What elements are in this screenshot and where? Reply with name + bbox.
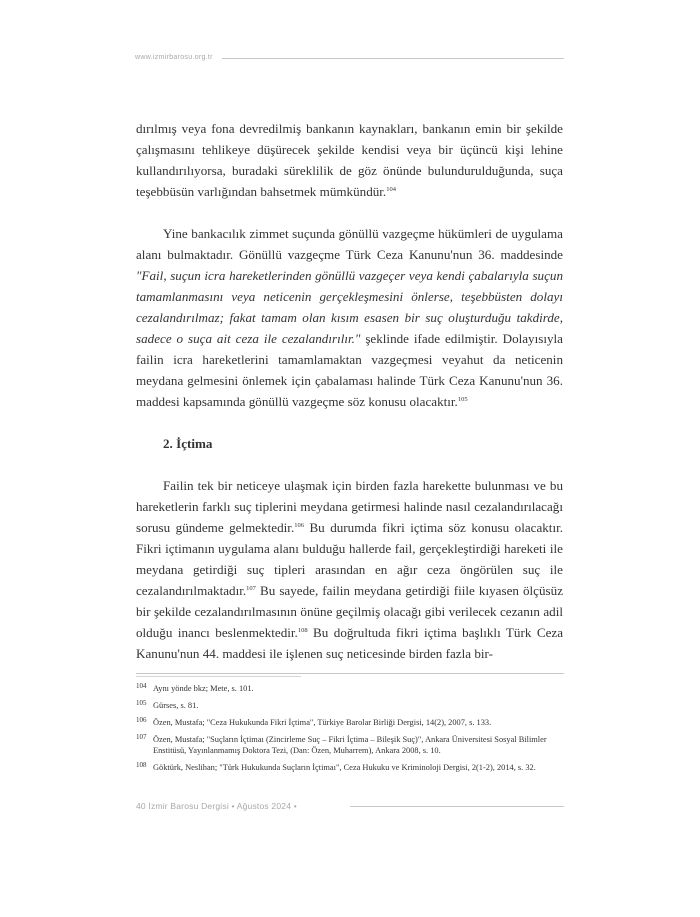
footnote-divider: [136, 673, 564, 674]
paragraph-2-text-a: Yine bankacılık zimmet suçunda gönüllü vazgeçme hükümleri de uygulama alanı bulmaktadır. Gönüllü vazgeçme Türk Ceza Kanunu'nun 36. maddesinde: [136, 226, 563, 262]
page-footer: 40 İzmir Barosu Dergisi • Ağustos 2024 •: [136, 801, 297, 811]
footnote-text: Özen, Mustafa; "Suçların İçtimaı (Zincirleme Suç – Fikri İçtima – Bileşik Suç)", Ankara Üniversitesi Sosyal Bilimler Enstitüsü, Yayınlanmamış Doktora Tezi, (Dan: Özen, Muharrem), Ankara 2008, s. 10.: [153, 735, 547, 755]
footnote-ref-108: 108: [297, 627, 308, 634]
footnote-108: [136, 762, 564, 773]
footnotes: [136, 683, 564, 779]
paragraph-3: [136, 475, 563, 664]
footnote-text: Göktürk, Neslihan; "Türk Hukukunda Suçların İçtimaı", Ceza Hukuku ve Kriminoloji Dergisi, 2(1-2), 2014, s. 32.: [153, 763, 536, 772]
paragraph-3-text-c: Bu sayede, failin meydana getirdiği fiile kıyasen ölçüsüz bir şekilde cezalandırılmasının önüne geçilmiş olacağı gibi verilecek cezanın adil olduğu inancı beslenmektedir.: [136, 583, 563, 640]
paragraph-3-text-a: Failin tek bir neticeye ulaşmak için birden fazla harekette bulunması ve bu hareketlerin farklı suç tiplerini meydana getirmesi halinde nasıl cezalandırılacağı sorusu gündeme gelmektedir.: [136, 478, 563, 535]
footnote-104: [136, 683, 564, 694]
article-36-quote: "Fail, suçun icra hareketlerinden gönüllü vazgeçer veya kendi çabalarıyla suçun tamamlanmasını veya neticenin gerçekleşmesini önlerse, teşebbüsten dolayı cezalandırılmaz; fakat tamam olan kısım esasen bir suç oluşturduğu takdirde, sadece o suça ait ceza ile cezalandırılır.": [136, 268, 563, 346]
paragraph-1-text: dırılmış veya fona devredilmiş bankanın kaynakları, bankanın emin bir şekilde çalışmasını tehlikeye düşürecek şekilde kendisi veya bir üçüncü kişi lehine kullandırılıyorsa, buradaki süreklilik de göz önünde bulundurulduğunda, suça teşebbüsün varlığından bahsetmek mümkündür.: [136, 121, 563, 199]
paragraph-3-text-d: Bu doğrultuda fikri içtima başlıklı Türk Ceza Kanunu'nun 44. maddesi ile işlenen suç neticesinde birden fazla bir-: [136, 625, 564, 661]
main-text: [136, 118, 563, 664]
paragraph-2-text-b: şeklinde ifade edilmiştir. Dolayısıyla failin icra hareketlerini tamamlamaktan vazgeçmesi veyahut da neticenin meydana gelmesini önlemek için çabalaması halinde Türk Ceza Kanunu'nun 36. maddesi kapsamında gönüllü vazgeçme söz konusu olacaktır.: [136, 331, 563, 409]
footnote-text: Özen, Mustafa; "Ceza Hukukunda Fikri İçtima", Türkiye Barolar Birliği Dergisi, 14(2), 2007, s. 133.: [153, 718, 492, 727]
footnote-number: 106: [136, 716, 147, 724]
footnote-106: [136, 717, 564, 728]
header-divider: [222, 58, 564, 59]
footnote-text: Aynı yönde bkz; Mete, s. 101.: [153, 684, 254, 693]
footer-divider: [350, 806, 564, 807]
paragraph-2: [136, 223, 563, 412]
footnote-text: Gürses, s. 81.: [153, 701, 199, 710]
header-url: www.izmirbarosu.org.tr: [135, 54, 213, 61]
footnote-ref-104: 104: [386, 186, 396, 193]
section-heading: 2. İçtima: [163, 436, 213, 451]
footnote-ref-107: 107: [246, 585, 256, 592]
paragraph-3-text-b: Bu durumda fikri içtima söz konusu olacaktır. Fikri içtimanın uygulama alanı bulduğu hallerde fail, gerçekleştirdiği hareketi ile meydana getirdiği suç tipleri arasından en ağır ceza öngörülen suç ile cezalandırılmaktadır.: [136, 520, 563, 598]
footnote-divider-short: [136, 676, 301, 677]
footnote-ref-105: 105: [457, 396, 468, 403]
footnote-number: 107: [136, 733, 147, 741]
footnote-number: 105: [136, 699, 147, 707]
footnote-107: [136, 734, 564, 756]
footnote-105: [136, 700, 564, 711]
footnote-number: 104: [136, 682, 147, 690]
footnote-number: 108: [136, 761, 147, 769]
footnote-ref-106: 106: [294, 522, 304, 529]
paragraph-1: [136, 118, 563, 202]
